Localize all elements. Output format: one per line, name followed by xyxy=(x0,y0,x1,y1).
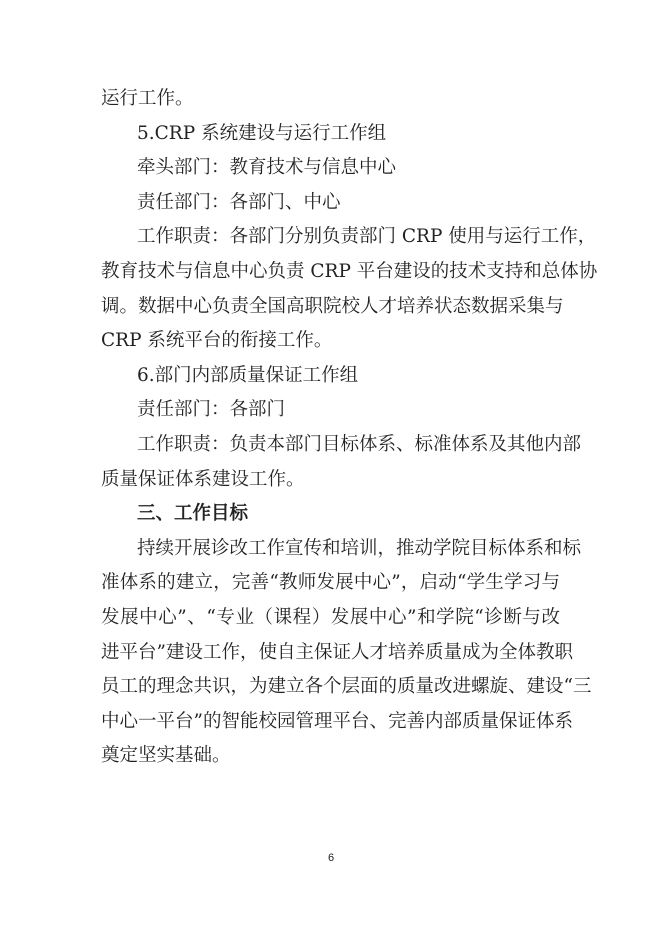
text-line: 质量保证体系建设工作。 xyxy=(101,468,305,490)
text-line: 员工的理念共识，为建立各个层面的质量改进螺旋、建设“三 xyxy=(101,676,592,698)
text-line: 进平台”建设工作，使自主保证人才培养质量成为全体教职 xyxy=(101,641,573,663)
page-number: 6 xyxy=(327,852,335,864)
text-line: 牵头部门：教育技术与信息中心 xyxy=(137,157,397,179)
text-line: 责任部门：各部门、中心 xyxy=(137,191,341,213)
text-line: 持续开展诊改工作宣传和培训，推动学院目标体系和标 xyxy=(137,537,582,559)
section-heading-5: 5.CRP 系统建设与运行工作组 xyxy=(137,122,387,144)
text-line: 调。数据中心负责全国高职院校人才培养状态数据采集与 xyxy=(101,295,564,317)
text-line: 教育技术与信息中心负责 CRP 平台建设的技术支持和总体协 xyxy=(101,260,598,282)
section-heading-6: 6.部门内部质量保证工作组 xyxy=(137,364,359,386)
text-line: 发展中心”、“专业（课程）发展中心”和学院“诊断与改 xyxy=(101,606,560,628)
section-heading-goals: 三、工作目标 xyxy=(137,503,249,525)
text-line: CRP 系统平台的衔接工作。 xyxy=(101,330,333,352)
text-line: 责任部门：各部门 xyxy=(137,399,286,421)
text-line: 准体系的建立，完善“教师发展中心”，启动“学生学习与 xyxy=(101,572,560,594)
text-line: 中心一平台”的智能校园管理平台、完善内部质量保证体系 xyxy=(101,710,573,732)
text-line: 奠定坚实基础。 xyxy=(101,745,231,767)
document-body xyxy=(101,82,598,774)
text-line: 工作职责：各部门分别负责部门 CRP 使用与运行工作， xyxy=(137,226,597,248)
text-line: 运行工作。 xyxy=(101,88,194,109)
text-line: 工作职责：负责本部门目标体系、标准体系及其他内部 xyxy=(137,433,582,455)
